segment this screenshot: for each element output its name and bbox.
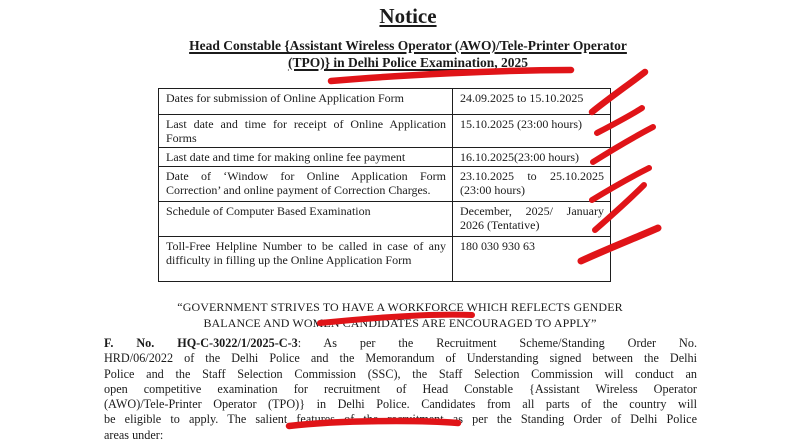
row-value: 23.10.2025 to 25.10.2025 (23:00 hours) xyxy=(453,167,611,202)
paragraph-line: (AWO)/Tele-Printer Operator (TPO)} in Delhi Police. Candidates from all parts of the country will xyxy=(104,397,697,412)
gender-balance-quote xyxy=(0,299,800,331)
paragraph-text: : As per the Recruitment Scheme/Standing Order No. xyxy=(297,336,697,350)
row-value: 16.10.2025(23:00 hours) xyxy=(453,148,611,167)
page-title: Notice xyxy=(379,4,437,28)
document-header xyxy=(16,5,800,71)
body-paragraph xyxy=(104,336,697,440)
paragraph-line: areas under: xyxy=(104,427,164,440)
row-value: 24.09.2025 to 15.10.2025 xyxy=(453,89,611,115)
paragraph-line: HRD/06/2022 of the Delhi Police and the Memorandum of Understanding signed between the Delhi xyxy=(104,351,697,366)
row-label: Dates for submission of Online Application Form xyxy=(159,89,453,115)
row-label: Date of ‘Window for Online Application Form Correction’ and online payment of Correction Charges. xyxy=(159,167,453,202)
row-label: Last date and time for receipt of Online Application Forms xyxy=(159,115,453,148)
exam-heading-line1: Head Constable {Assistant Wireless Operator (AWO)/Tele-Printer Operator xyxy=(189,38,627,53)
paragraph-line: Police and the Staff Selection Commission (SSC), the Staff Selection Commission will conduct an xyxy=(104,366,697,381)
exam-heading-line2: (TPO)} in Delhi Police Examination, 2025 xyxy=(287,54,529,70)
row-value: December, 2025/ January 2026 (Tentative) xyxy=(453,202,611,237)
table-row xyxy=(159,89,611,115)
file-number: F. No. HQ-C-3022/1/2025-C-3 xyxy=(104,336,298,350)
row-value: 180 030 930 63 xyxy=(453,237,611,282)
paragraph-line xyxy=(104,336,697,351)
quote-line2: BALANCE AND WOMEN CANDIDATES ARE ENCOURAGED TO APPLY” xyxy=(203,316,597,330)
heading-underline-mark xyxy=(331,70,571,81)
quote-line1: “GOVERNMENT STRIVES TO HAVE A WORKFORCE WHICH REFLECTS GENDER xyxy=(177,300,623,314)
paragraph-line: be eligible to apply. The salient features of the recruitment as per the Standing Order of Delhi Police xyxy=(104,412,697,427)
table-row xyxy=(159,115,611,148)
table-row xyxy=(159,167,611,202)
exam-heading xyxy=(16,38,800,71)
paragraph-line: open competitive examination for recruitment of Head Constable {Assistant Wireless Operator xyxy=(104,381,697,396)
table-row xyxy=(159,202,611,237)
table-row xyxy=(159,148,611,167)
schedule-table xyxy=(158,88,611,282)
table-row xyxy=(159,237,611,282)
row-value: 15.10.2025 (23:00 hours) xyxy=(453,115,611,148)
row-label: Toll-Free Helpline Number to be called in case of any difficulty in filling up the Online Application Form xyxy=(159,237,453,282)
row-label: Schedule of Computer Based Examination xyxy=(159,202,453,237)
row-label: Last date and time for making online fee payment xyxy=(159,148,453,167)
